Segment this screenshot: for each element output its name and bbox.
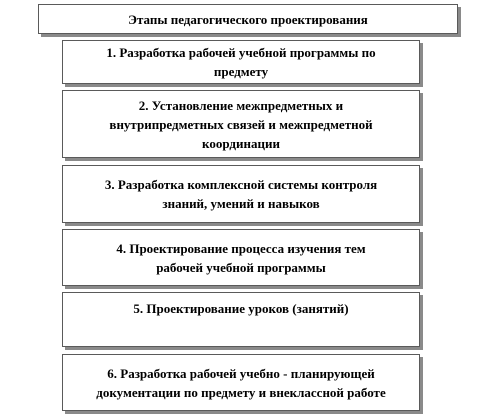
stage-2-line-1: 2. Установление межпредметных и (138, 97, 344, 113)
stage-3-box (62, 165, 420, 223)
stage-4-box (62, 229, 420, 286)
stage-2-box (62, 90, 420, 158)
stage-1-line-1: 1. Разработка рабочей учебной программы по (106, 45, 376, 60)
stage-4-text (116, 239, 365, 277)
stage-6-text (96, 364, 385, 402)
stage-5-line-1: 5. Проектирование уроков (занятий) (133, 301, 349, 316)
stage-6-line-1: 6. Разработка рабочей учебно - планирующей (107, 365, 375, 381)
diagram-title-box (38, 4, 458, 34)
stage-4-line-2: рабочей учебной программы (156, 259, 326, 275)
stage-3-line-1: 3. Разработка комплексной системы контроля (104, 177, 378, 192)
diagram-title: Этапы педагогического проектирования (128, 11, 368, 27)
stage-3-line-2: знаний, умений и навыков (162, 196, 320, 211)
stage-3-text (105, 175, 377, 213)
stage-1-line-2: предмету (213, 64, 269, 79)
stage-6-line-2: документации по предмету и внеклассной работе (96, 384, 386, 400)
stage-1-text (106, 43, 375, 81)
stage-1-box (62, 40, 420, 84)
stage-6-box (62, 354, 420, 411)
stage-5-text (133, 299, 348, 318)
stage-5-box (62, 292, 420, 347)
stage-4-line-1: 4. Проектирование процесса изучения тем (116, 240, 366, 256)
stage-2-line-2: внутрипредметных связей и межпредметной (109, 116, 373, 132)
stage-2-text (109, 96, 372, 153)
stage-2-line-3: координации (202, 135, 280, 151)
